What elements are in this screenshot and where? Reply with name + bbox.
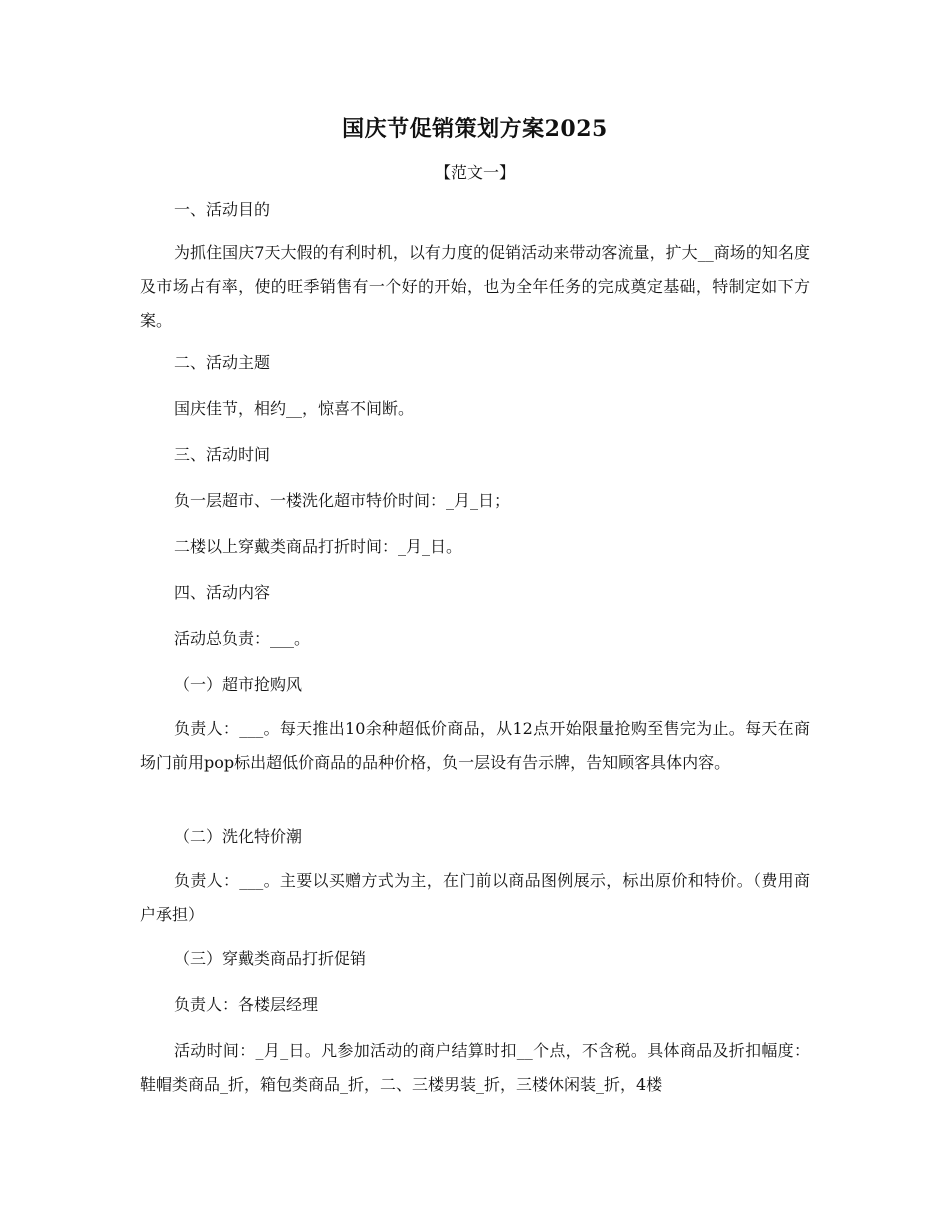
section-heading-theme: 二、活动主题 bbox=[174, 353, 271, 372]
paragraph-apparel-manager: 负责人：各楼层经理 bbox=[174, 995, 319, 1014]
paragraph-apparel-details: 活动时间：_月_日。凡参加活动的商户结算时扣__个点，不含税。具体商品及折扣幅度：鞋帽类商品_折，箱包类商品_折，二、三楼男装_折，三楼休闲装_折，4楼 bbox=[140, 1041, 810, 1094]
paragraph-theme: 国庆佳节，相约__，惊喜不间断。 bbox=[174, 399, 415, 418]
paragraph-general-manager: 活动总负责：___。 bbox=[174, 629, 311, 648]
section-heading-time: 三、活动时间 bbox=[174, 445, 271, 464]
document-title: 国庆节促销策划方案2025 bbox=[342, 116, 608, 142]
paragraph-supermarket: 负责人：___。每天推出10余种超低价商品，从12点开始限量抢购至售完为止。每天在商场门前用pop标出超低价商品的品种价格，负一层设有告示牌，告知顾客具体内容。 bbox=[140, 719, 810, 772]
document-subtitle: 【范文一】 bbox=[434, 163, 515, 182]
subsection-heading-apparel: （三）穿戴类商品打折促销 bbox=[174, 949, 367, 968]
section-heading-content: 四、活动内容 bbox=[174, 583, 271, 602]
paragraph-time-apparel: 二楼以上穿戴类商品打折时间：_月_日。 bbox=[174, 537, 463, 556]
section-heading-purpose: 一、活动目的 bbox=[174, 200, 271, 219]
paragraph-toiletries: 负责人：___。主要以买赠方式为主，在门前以商品图例展示，标出原价和特价。（费用商户承担） bbox=[140, 871, 810, 924]
subsection-heading-supermarket: （一）超市抢购风 bbox=[174, 675, 303, 694]
subsection-heading-toiletries: （二）洗化特价潮 bbox=[174, 827, 303, 846]
paragraph-time-supermarket: 负一层超市、一楼洗化超市特价时间：_月_日； bbox=[174, 491, 511, 510]
paragraph-purpose: 为抓住国庆7天大假的有利时机，以有力度的促销活动来带动客流量，扩大__商场的知名度及市场占有率，使的旺季销售有一个好的开始，也为全年任务的完成奠定基础，特制定如下方案。 bbox=[140, 243, 810, 330]
